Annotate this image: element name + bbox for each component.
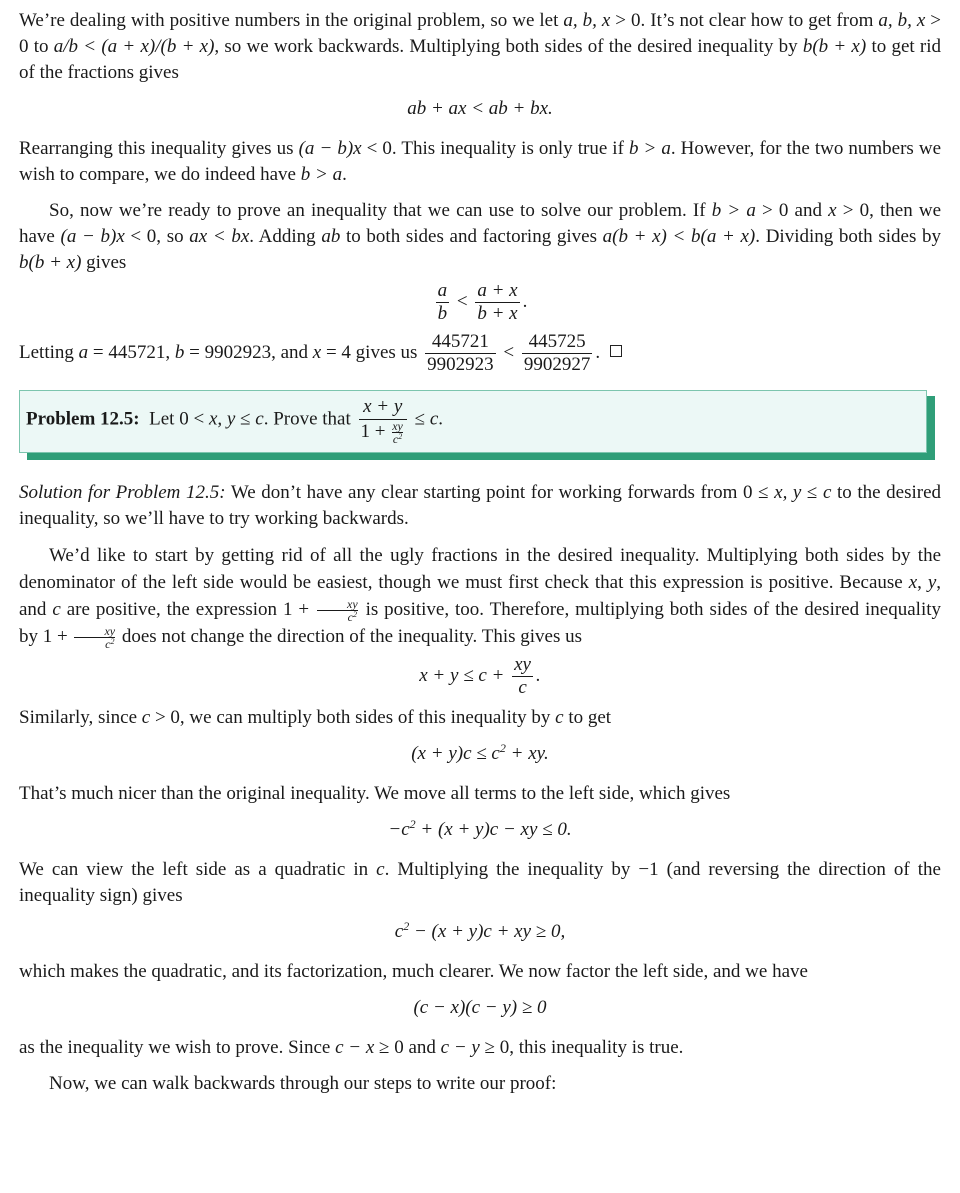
document-page [19,0,941,1097]
equation-7: (c − x)(c − y) ≥ 0 [413,997,547,1019]
denominator: 1 + $\frac{xy}{c^2}$ [360,419,403,447]
equation-3: x + y ≤ c + $\frac{xy}{c}$ . [419,654,541,699]
paragraph-rearranging: Rearranging this inequality gives us (a − b)x < 0. This inequality is only true if b > a. However, for the two numbers we wish to compare, we do indeed have b > a. [19,138,942,185]
equation-6: $c^2 - (x + y)c$ + xy ≥ 0, [394,919,566,943]
math-inline: a(b + x) < b(a + x) [602,226,756,247]
problem-statement: Problem 12.5: Let 0 < x, y ≤ c. Prove that x + y 1 + $\frac{xy}{c^2}$ ≤ c. [26,396,444,447]
math-inline: a, b, x [563,10,611,31]
small-fraction: $\frac{xy}{c^2}$ [317,598,358,623]
equation-4: $(x + y)c \le c^2$ + xy. [411,741,549,765]
math-inline: b > a [628,138,671,159]
problem-label: Problem 12.5: [26,408,140,430]
math-inline: b > a [300,164,343,185]
solution-label: Solution for Problem 12.5: [19,482,226,503]
solution-intro: Solution for Problem 12.5: We don’t have any clear starting point for working forwards from 0 ≤ x, y ≤ c to the desired inequality, so we’ll have to try working backwards. [19,482,942,529]
equation-1: ab + ax < ab + bx. [407,98,553,119]
math-inline: ax < bx [189,226,250,247]
math-inline: b(b + x) [19,252,82,273]
letting-line: Letting a = 445721, b = 9902923, and x = 4 gives us $\frac{445721}{9902923}$ < $\frac{445725}{9902927}$ . [19,331,941,376]
fraction: $\frac{a + x}{b + x}$ [477,280,518,324]
paragraph-intro: We’re dealing with positive numbers in the original problem, so we let a, b, x > 0. It’s not clear how to get from a, b, x > 0 to a/b < (a + x)/(b + x), so we work backwards. Multiplying both sides of the desired inequality by b(b + x) to get rid of the fractions gives [19,10,942,83]
problem-box-wrapper [19,390,935,462]
paragraph-similarly: Similarly, since c > 0, we can multiply both sides of this inequality by c to get [19,707,612,729]
paragraph-fractions: We’d like to start by getting rid of all the ugly fractions in the desired inequality. Multiplying both sides by the denominator of the left side would be easiest, though we must first check that this expression is positive. Because x, y, and c are positive, the expression 1 + $\frac{xy}{c^2}$ is positive, too. Therefore, multiplying both sides of the desired inequality by 1 + $\frac{xy}{c^2}$ does not change the direction of the inequality. This gives us [19,545,942,652]
equation-2: $\frac{a}{b}$ < $\frac{a + x}{b + x}$ . [437,280,528,324]
paragraph-walk-backwards: Now, we can walk backwards through our steps to write our proof: [49,1073,557,1095]
math-inline: a/b < (a + x)/(b + x) [53,36,215,57]
small-fraction: $\frac{xy}{c^2}$ [74,625,115,650]
small-fraction: $\frac{xy}{c^2}$ [392,419,403,447]
paragraph-prove-inequality: So, now we’re ready to prove an inequality that we can use to solve our problem. If b > a > 0 and x > 0, then we have (a − b)x < 0, so ax < bx. Adding ab to both sides and factoring gives a(b + x) < b(a + x). Dividing both sides by b(b + x) gives [19,200,942,273]
math-inline: (a − b)x [298,138,362,159]
qed-square-icon [610,345,622,357]
math-inline: b(b + x) [802,36,867,57]
math-inline: a, b, x [878,10,926,31]
equation-5: $-c^2 + (x + y)c$ − xy ≤ 0. [388,817,572,841]
paragraph-nicer: That’s much nicer than the original inequality. We move all terms to the left side, which gives [19,783,731,805]
math-inline: ab [321,226,341,247]
problem-box [19,390,927,453]
fraction: x + y 1 + $\frac{xy}{c^2}$ [359,395,407,445]
math-inline: (a − b)x [60,226,125,247]
paragraph-factorization: which makes the quadratic, and its factorization, much clearer. We now factor the left side, and we have [19,961,808,983]
fraction: $\frac{445725}{9902927}$ [523,331,591,375]
paragraph-quadratic: We can view the left side as a quadratic in c. Multiplying the inequality by −1 (and reversing the direction of the inequality sign) gives [19,859,941,907]
fraction: $\frac{445721}{9902923}$ [427,331,494,375]
math-inline: x [828,200,837,221]
fraction: $\frac{a}{b}$ [437,280,448,324]
fraction: $\frac{xy}{c}$ [514,654,531,699]
math-inline: b > a [711,200,756,221]
paragraph-true: as the inequality we wish to prove. Since c − x ≥ 0 and c − y ≥ 0, this inequality is true. [19,1037,684,1059]
